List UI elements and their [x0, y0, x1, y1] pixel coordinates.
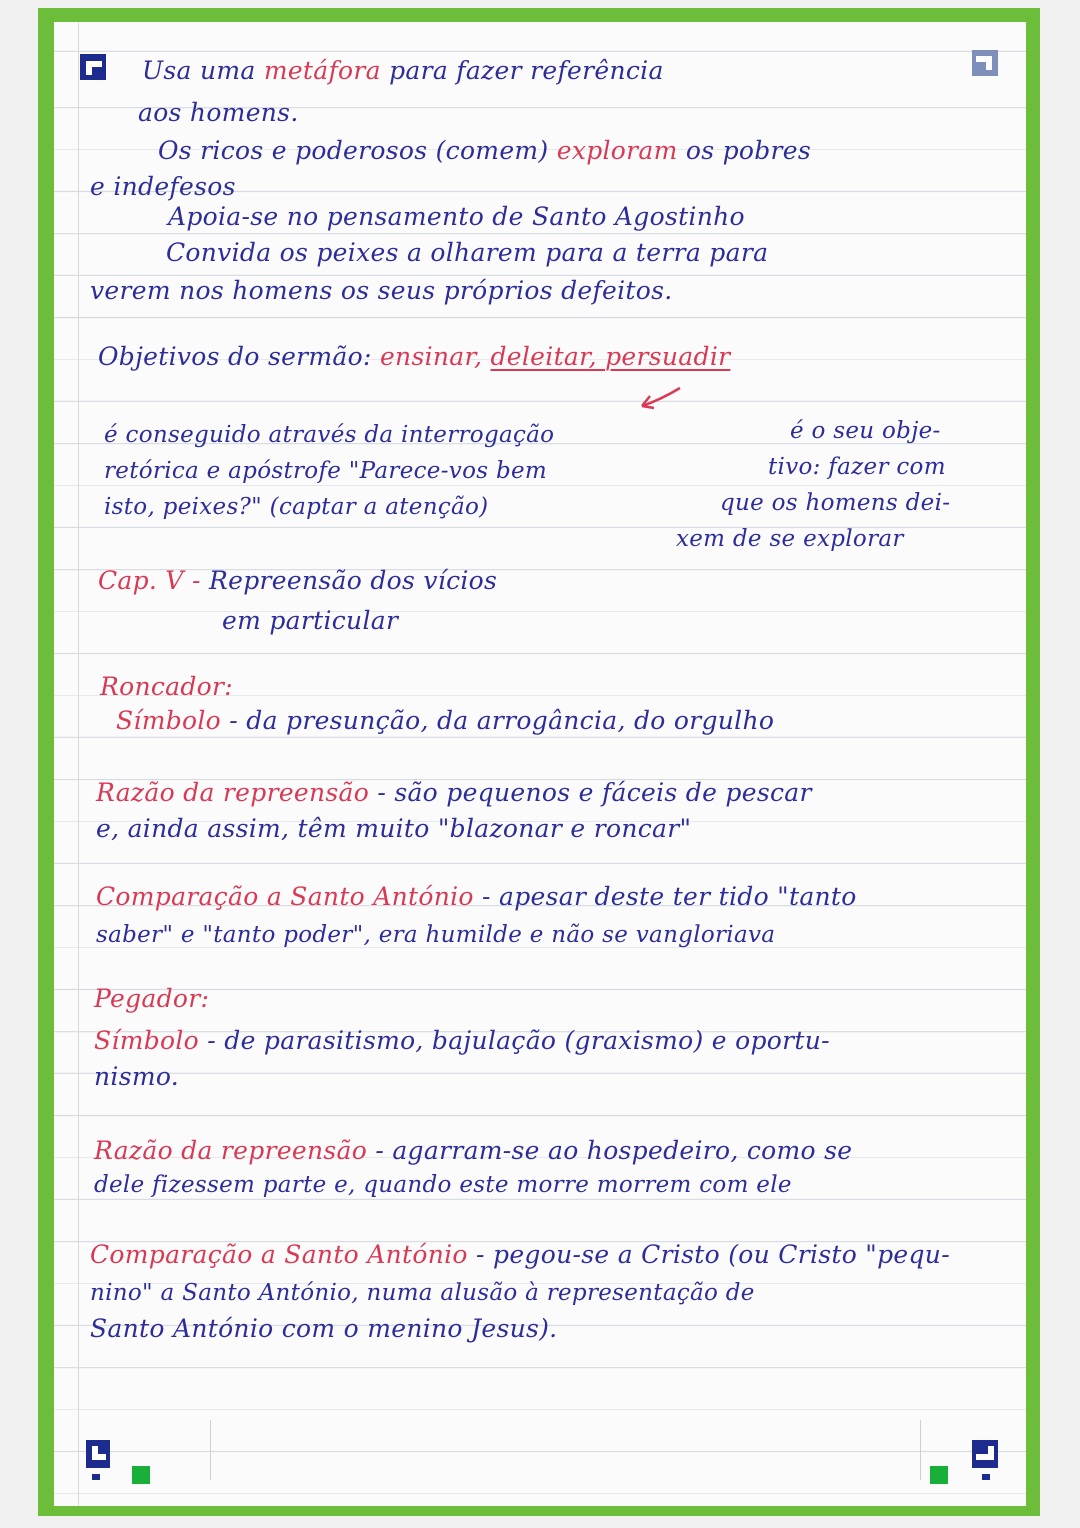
term-label: Comparação a Santo António: [96, 882, 474, 911]
note-text: Objetivos do sermão:: [98, 342, 380, 371]
note-text: os pobres: [677, 136, 812, 165]
note-line: isto, peixes?" (captar a atenção): [104, 494, 489, 520]
section-heading: Pegador:: [94, 984, 210, 1013]
note-text: - apesar deste ter tido "tanto: [473, 882, 857, 911]
note-line: é conseguido através da interrogação: [104, 422, 555, 448]
highlight-term: metáfora: [263, 56, 381, 85]
note-line: [96, 882, 857, 911]
chapter-heading: [98, 566, 497, 595]
note-line: Santo António com o menino Jesus).: [90, 1314, 558, 1343]
note-text: Repreensão dos vícios: [209, 566, 498, 595]
note-text: - de parasitismo, bajulação (graxismo) e oportu-: [199, 1026, 830, 1055]
note-line: xem de se explorar: [676, 526, 904, 552]
note-line: [142, 56, 664, 85]
note-line: e indefesos: [90, 172, 236, 201]
term-label: Razão da repreensão: [94, 1136, 368, 1165]
note-text: - são pequenos e fáceis de pescar: [369, 778, 812, 807]
note-line: é o seu obje-: [790, 418, 941, 444]
note-text: - agarram-se ao hospedeiro, como se: [367, 1136, 853, 1165]
note-line: em particular: [222, 606, 399, 635]
highlight-term: ensinar,: [379, 342, 491, 371]
note-line: [94, 1136, 852, 1165]
highlight-term: exploram: [556, 136, 678, 165]
highlight-term: persuadir: [605, 342, 731, 371]
note-line: nino" a Santo António, numa alusão à representação de: [90, 1280, 755, 1306]
chapter-label: Cap. V -: [98, 566, 210, 595]
term-label: Símbolo: [94, 1026, 200, 1055]
objectives-line: [98, 342, 730, 371]
note-line: Convida os peixes a olharem para a terra para: [166, 238, 769, 267]
note-text: - pegou-se a Cristo (ou Cristo "pequ-: [467, 1240, 950, 1269]
note-line: e, ainda assim, têm muito "blazonar e roncar": [96, 814, 692, 843]
note-line: Apoia-se no pensamento de Santo Agostinho: [168, 202, 745, 231]
arrow-icon: [620, 378, 880, 418]
term-label: Comparação a Santo António: [90, 1240, 468, 1269]
section-heading: Roncador:: [100, 672, 234, 701]
note-text: Os ricos e poderosos (comem): [158, 136, 557, 165]
note-text: para fazer referência: [380, 56, 664, 85]
highlight-term: deleitar,: [490, 342, 606, 371]
note-line: nismo.: [94, 1062, 179, 1091]
note-line: que os homens dei-: [720, 490, 951, 516]
note-line: verem nos homens os seus próprios defeitos.: [90, 276, 673, 305]
note-line: aos homens.: [138, 98, 299, 127]
note-line: dele fizessem parte e, quando este morre morrem com ele: [94, 1172, 792, 1198]
note-line: retórica e apóstrofe "Parece-vos bem: [104, 458, 547, 484]
note-line: [90, 1240, 950, 1269]
note-line: [158, 136, 811, 165]
note-line: tivo: fazer com: [768, 454, 946, 480]
note-text: - da presunção, da arrogância, do orgulho: [221, 706, 775, 735]
note-line: saber" e "tanto poder", era humilde e não se vangloriava: [96, 922, 776, 948]
note-text: Usa uma: [142, 56, 264, 85]
note-line: [116, 706, 774, 735]
note-line: [94, 1026, 830, 1055]
term-label: Símbolo: [116, 706, 222, 735]
term-label: Razão da repreensão: [96, 778, 370, 807]
note-line: [96, 778, 812, 807]
